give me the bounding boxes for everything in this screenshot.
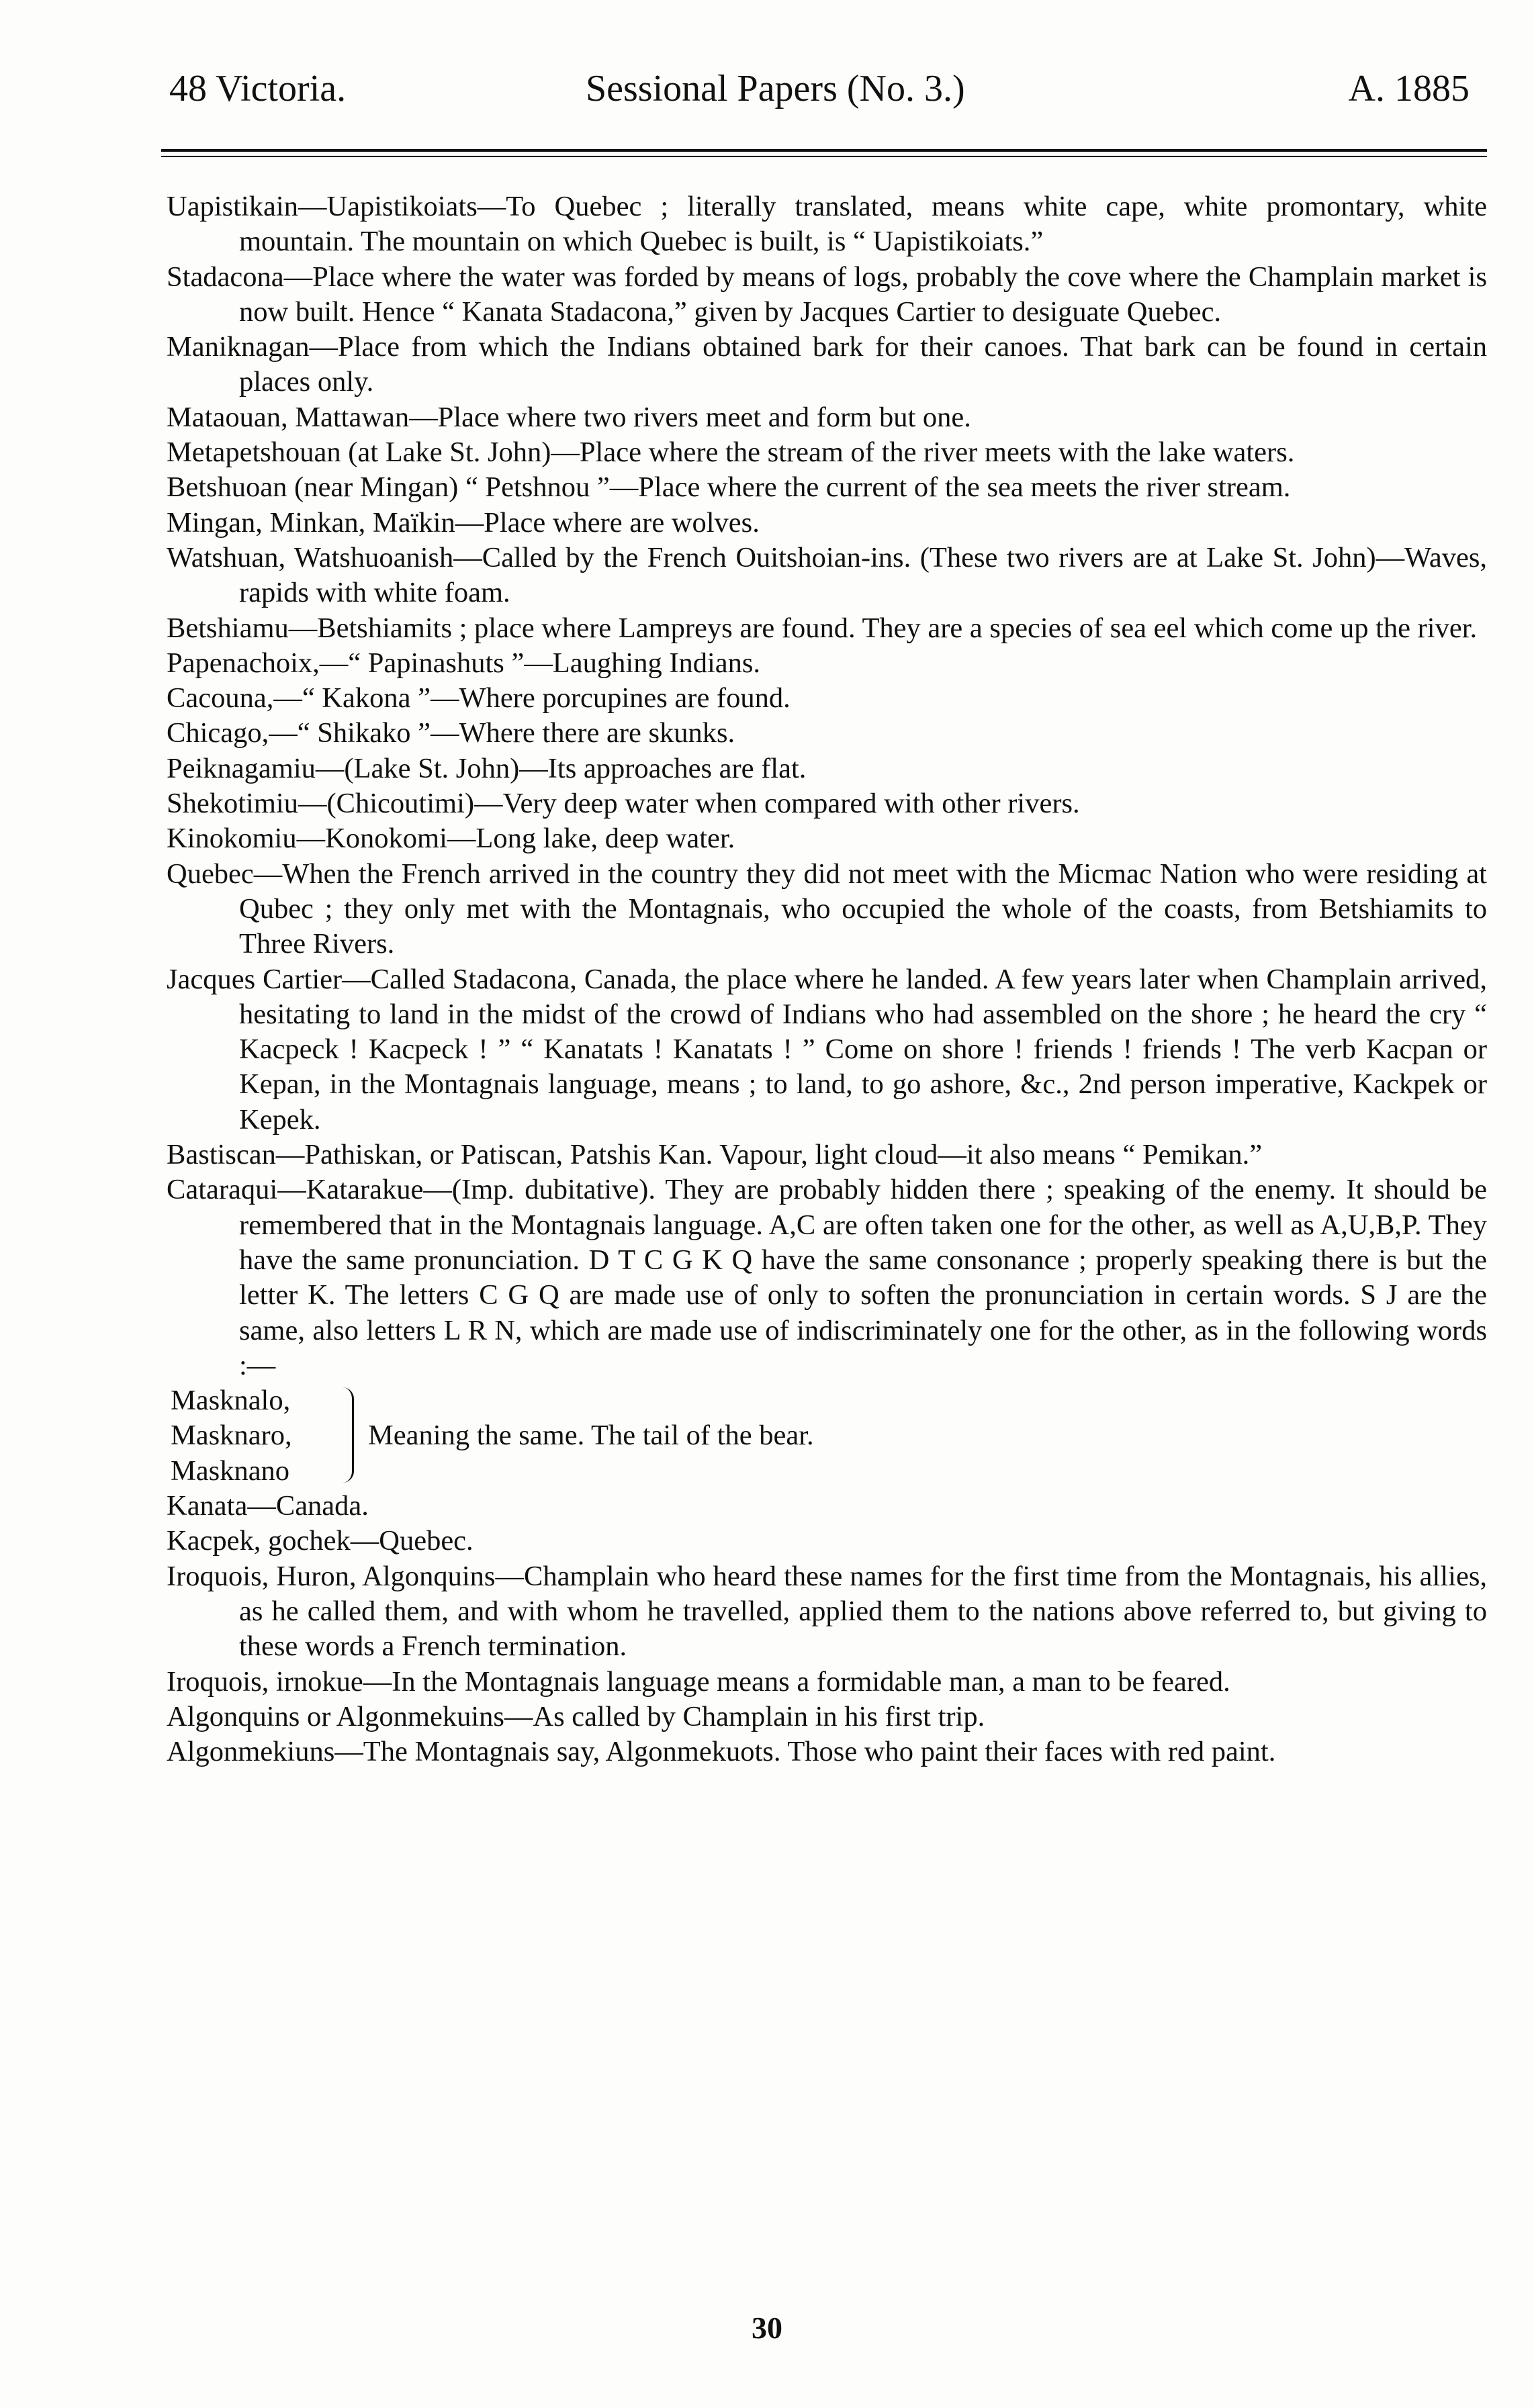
entry-chicago: Chicago,—“ Shikako ”—Where there are skunks. — [167, 717, 735, 749]
entry-uapistikain: Uapistikain—Uapistikoiats—To Quebec ; literally translated, means white cape, white promontary, white mountain. The mountain on which Quebec is built, is “ Uapistikoiats.” — [167, 191, 1487, 258]
bear-name-list — [171, 1383, 292, 1489]
entry-stadacona: Stadacona—Place where the water was forded by means of logs, probably the cove where the Champlain market is now built. Hence “ Kanata Stadacona,” given by Jacques Cartier to desiguate Quebec. — [167, 261, 1487, 328]
entry-quebec: Quebec—When the French arrived in the country they did not meet with the Micmac Nation who were residing at Qubec ; they only met with the Montagnais, who occupied the whole of the coasts, from Betshiamits to Three Rivers. — [167, 858, 1487, 960]
entry-peiknagamiu: Peiknagamiu—(Lake St. John)—Its approaches are flat. — [167, 752, 807, 784]
entry-jacques-cartier: Jacques Cartier—Called Stadacona, Canada, the place where he landed. A few years later when Champlain arrived, hesitating to land in the midst of the crowd of Indians who had assembled on the shore ; he heard the cry “ Kacpeck ! Kacpeck ! ” “ Kanatats ! Kanatats ! ” Come on shore ! friends ! friends ! The verb Kacpan or Kepan, in the Montagnais language, means ; to land, to go ashore, &c., 2nd person imperative, Kackpek or Kepek. — [167, 963, 1487, 1136]
header-volume: 48 Victoria. — [169, 68, 347, 109]
entry-watshuan: Watshuan, Watshuoanish—Called by the French Ouitshoian-ins. (These two rivers are at Lake St. John)—Waves, rapids with white foam. — [167, 541, 1487, 609]
running-header — [169, 62, 1470, 115]
bear-name: Masknano — [171, 1454, 290, 1487]
header-year: A. 1885 — [1348, 68, 1470, 109]
entry-iroquois-huron: Iroquois, Huron, Algonquins—Champlain who heard these names for the first time from the Montagnais, his allies, as he called them, and with whom he travelled, applied them to the nations above referred to, but giving to these words a French termination. — [167, 1560, 1487, 1663]
entry-kinokomiu: Kinokomiu—Konokomi—Long lake, deep water. — [167, 823, 735, 855]
bear-names-group — [167, 1383, 1487, 1489]
entry-metapetshouan: Metapetshouan (at Lake St. John)—Place where the stream of the river meets with the lake waters. — [167, 436, 1295, 469]
entry-algonquins: Algonquins or Algonmekuins—As called by Champlain in his first trip. — [167, 1700, 985, 1732]
bear-meaning: Meaning the same. The tail of the bear. — [368, 1420, 814, 1452]
bear-name: Masknaro, — [171, 1420, 292, 1452]
entry-mingan: Mingan, Minkan, Maïkin—Place where are wolves. — [167, 506, 760, 539]
glossary-body — [167, 189, 1487, 1769]
bear-name: Masknalo, — [171, 1385, 291, 1417]
entry-mataouan: Mataouan, Mattawan—Place where two rivers meet and form but one. — [167, 401, 971, 433]
entry-bastiscan: Bastiscan—Pathiskan, or Patiscan, Patshis Kan. Vapour, light cloud—it also means “ Pemikan.” — [167, 1139, 1263, 1171]
entry-kanata: Kanata—Canada. — [167, 1490, 369, 1522]
entry-shekotimiu: Shekotimiu—(Chicoutimi)—Very deep water when compared with other rivers. — [167, 788, 1080, 820]
entry-betshiamu: Betshiamu—Betshiamits ; place where Lampreys are found. They are a species of sea eel which come up the river. — [167, 612, 1478, 644]
entry-betshuoan: Betshuoan (near Mingan) “ Petshnou ”—Place where the current of the sea meets the river stream. — [167, 471, 1291, 504]
entry-cataraqui: Cataraqui—Katarakue—(Imp. dubitative). They are probably hidden there ; speaking of the enemy. It should be remembered that in the Montagnais language. A,C are often taken one for the other, as well as A,U,B,P. They have the same pronunciation. D T C G K Q have the same consonance ; properly speaking there is but the letter K. The letters C G Q are made use of only to soften the pronunciation in certain words. S J are the same, also letters L R N, which are made use of indiscriminately one for the other, as in the following words :— — [167, 1174, 1487, 1381]
page-number: 30 — [752, 2311, 782, 2345]
header-rule-thick — [161, 149, 1487, 152]
header-title: Sessional Papers (No. 3.) — [586, 68, 965, 109]
header-rule-thin — [161, 156, 1487, 157]
entry-kacpek: Kacpek, gochek—Quebec. — [167, 1525, 473, 1557]
entry-algonmekiuns: Algonmekiuns—The Montagnais say, Algonmekuots. Those who paint their faces with red paint. — [167, 1736, 1276, 1768]
entry-papenachoix: Papenachoix,—“ Papinashuts ”—Laughing Indians. — [167, 647, 761, 679]
entry-cacouna: Cacouna,—“ Kakona ”—Where porcupines are found. — [167, 682, 791, 714]
entry-maniknagan: Maniknagan—Place from which the Indians obtained bark for their canoes. That bark can be found in certain places only. — [167, 331, 1487, 398]
entry-iroquois-irnokue: Iroquois, irnokue—In the Montagnais language means a formidable man, a man to be feared. — [167, 1665, 1230, 1698]
curly-brace-icon — [343, 1387, 354, 1483]
